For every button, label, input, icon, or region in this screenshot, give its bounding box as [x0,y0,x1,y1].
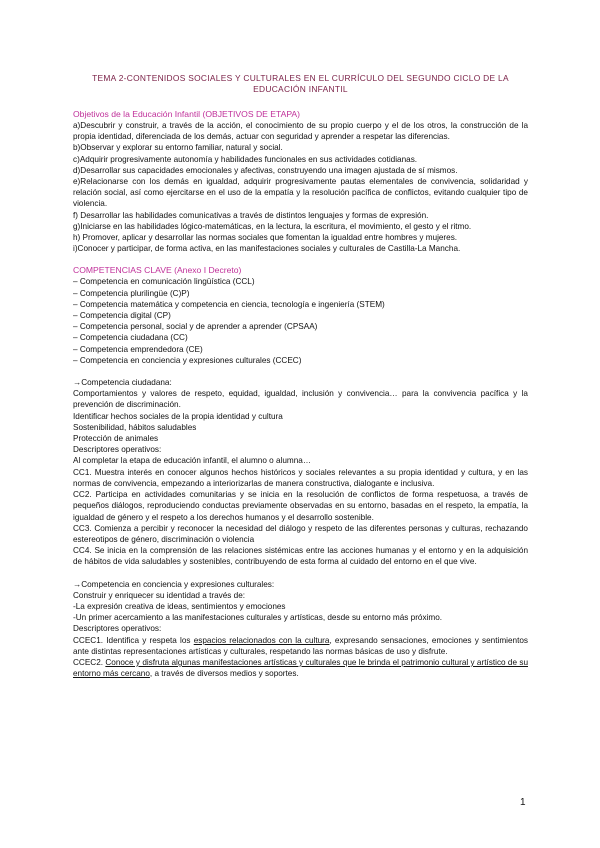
ccec1-post: , expresando sensaciones, emociones y sentimientos ante distintas representaciones artísticas y culturales, respetando las normas básicas de uso y disfrute. [73,635,528,656]
descriptor-ccec2 [73,657,528,679]
ciudadana-intro: Al completar la etapa de educación infantil, el alumno o alumna… [73,456,312,466]
culturales-text: Construir y enriquecer su identidad a través de: [73,590,246,600]
competencia-item: – Competencia digital (CP) [73,311,171,321]
culturales-text: -La expresión creativa de ideas, sentimientos y emociones [73,601,286,611]
objetivo-e: e)Relacionarse con los demás en igualdad, adquirir progresivamente pautas elementales de convivencia, solidaridad y relación social, así como ejercitarse en el uso de la empatía y la resolución pacífica de conflictos, evitando cualquier tipo de violencia. [73,177,528,209]
ciudadana-text: Protección de animales [73,434,159,444]
ccec1-underlined: espacios relacionados con la cultura [193,635,330,645]
ccec2-pre: CCEC2. [73,657,106,667]
competencia-item: – Competencia ciudadana (CC) [73,333,188,343]
spacer [73,568,528,579]
objetivos-heading: Objetivos de la Educación Infantil (OBJETIVOS DE ETAPA) [73,109,301,119]
page-number: 1 [520,797,526,808]
competencia-item: – Competencia emprendedora (CE) [73,344,203,354]
spacer [73,366,528,377]
competencia-item: – Competencia en conciencia y expresiones culturales (CCEC) [73,355,302,365]
spacer [73,254,528,265]
document-title: TEMA 2-CONTENIDOS SOCIALES Y CULTURALES EN EL CURRÍCULO DEL SEGUNDO CICLO DE LA EDUCACIÓN INFANTIL [92,73,509,94]
page-content [73,73,528,679]
ccec2-underlined: Conoce y disfruta algunas manifestaciones artísticas y culturales que le brinda el patrimonio cultural y artístico de su entorno más cercano [73,657,528,679]
descriptor-cc4: CC4. Se inicia en la comprensión de las relaciones sistémicas entre las acciones humanas y el entorno y en la adquisición de hábitos de vida saludables y sostenibles, contribuyendo de esta forma al cuidado del entorno en el que vive. [73,546,528,567]
competencias-heading: COMPETENCIAS CLAVE (Anexo I Decreto) [73,265,242,276]
objetivo-a: a)Descubrir y construir, a través de la acción, el conocimiento de su propio cuerpo y el de los otros, la construcción de la propia identidad, diferenciada de los demás, actuar con seguridad y aprender a respetar las diferencias. [73,121,528,142]
culturales-heading: →Competencia en conciencia y expresiones culturales: [73,579,275,589]
culturales-text: -Un primer acercamiento a las manifestaciones culturales y artísticas, desde su entorno más próximo. [73,613,443,623]
objetivo-c: c)Adquirir progresivamente autonomía y habilidades funcionales en sus actividades cotidianas. [73,154,418,164]
ccec1-pre: CCEC1. Identifica y respeta los [73,635,194,645]
objetivo-h: h) Promover, aplicar y desarrollar las normas sociales que fomentan la igualdad entre hombres y mujeres. [73,233,458,243]
descriptor-cc1: CC1. Muestra interés en conocer algunos hechos históricos y sociales relevantes a su propia identidad y cultura, y en las normas de convivencia, empezando a interiorizarlas de manera constructiva, dialogante e inclusiva. [73,467,528,488]
descriptor-cc3: CC3. Comienza a percibir y reconocer la necesidad del diálogo y respeto de las diferentes personas y culturas, rechazando estereotipos de género, discriminación o violencia [73,523,528,544]
competencia-item: – Competencia matemática y competencia en ciencia, tecnología e ingeniería (STEM) [73,299,385,309]
ciudadana-text: Comportamientos y valores de respeto, equidad, igualdad, inclusión y convivencia… para la convivencia pacífica y la prevención de discriminación. [73,389,528,410]
objetivo-d: d)Desarrollar sus capacidades emocionales y afectivas, construyendo una imagen ajustada de sí mismos. [73,165,458,175]
ccec2-post: , a través de diversos medios y soportes. [149,669,299,679]
ciudadana-heading: →Competencia ciudadana: [73,378,172,388]
objetivo-i: i)Conocer y participar, de forma activa, en las manifestaciones sociales y culturales de Castilla-La Mancha. [73,244,461,254]
ciudadana-text: Sostenibilidad, hábitos saludables [73,422,197,432]
competencia-item: – Competencia plurilingüe (C)P) [73,288,190,298]
competencia-item: – Competencia en comunicación lingüística (CCL) [73,277,255,287]
objetivo-b: b)Observar y explorar su entorno familiar, natural y social. [73,143,283,153]
descriptor-ccec1 [73,635,528,657]
objetivo-g: g)Iniciarse en las habilidades lógico-matemáticas, en la lectura, la escritura, el movimiento, el gesto y el ritmo. [73,221,472,231]
descriptor-cc2: CC2. Participa en actividades comunitarias y se inicia en la resolución de conflictos de forma respetuosa, a través de pequeños diálogos, reproduciendo conductas previamente observadas en su entorno, basadas en el respeto, la empatía, la igualdad de género y el respeto a los derechos humanos y el desarrollo sostenible. [73,490,528,522]
descriptores-label: Descriptores operativos: [73,624,162,634]
objetivo-f: f) Desarrollar las habilidades comunicativas a través de distintos lenguajes y formas de expresión. [73,210,429,220]
competencia-item: – Competencia personal, social y de aprender a aprender (CPSAA) [73,322,318,332]
ciudadana-text: Identificar hechos sociales de la propia identidad y cultura [73,411,283,421]
descriptores-label: Descriptores operativos: [73,445,162,455]
